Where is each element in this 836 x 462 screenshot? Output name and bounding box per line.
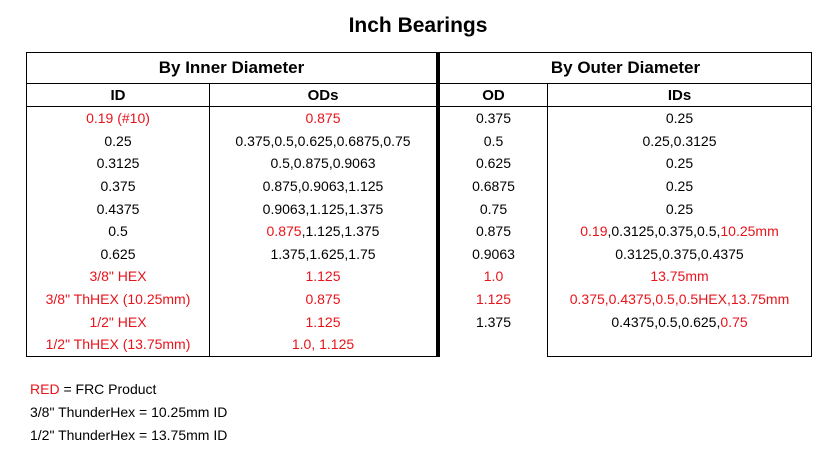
page-title: Inch Bearings	[348, 14, 488, 37]
od-cell: 0.5	[438, 130, 548, 153]
ids-cell-part: 13.75mm	[650, 268, 709, 285]
ids-cell-part: 0.25	[665, 155, 694, 172]
od-cell	[438, 333, 548, 356]
ids-cell	[548, 220, 812, 243]
ods-cell-part: 1.0, 1.125	[291, 336, 355, 353]
bearings-table	[26, 52, 812, 357]
od-cell: 1.0	[438, 265, 548, 288]
ids-cell-part: 0.19	[580, 223, 608, 240]
ids-cell-part: 0.25,0.3125	[642, 132, 717, 149]
ods-cell-part: 0.375,0.5,0.625,0.6875,0.75	[235, 132, 411, 149]
table-row	[27, 288, 812, 311]
ods-column-header: ODs	[210, 84, 439, 107]
id-cell: 0.5	[27, 220, 210, 243]
ids-cell	[548, 107, 812, 130]
ods-cell-part: 0.9063,1.125,1.375	[262, 200, 384, 217]
table-row	[27, 310, 812, 333]
ods-cell-part: ,1.125,1.375	[301, 223, 380, 240]
ods-cell	[210, 107, 439, 130]
table-row	[27, 197, 812, 220]
od-cell: 0.625	[438, 152, 548, 175]
ods-cell-part: 0.875	[305, 110, 341, 127]
ods-cell	[210, 288, 439, 311]
table-row	[27, 152, 812, 175]
od-cell: 0.875	[438, 220, 548, 243]
od-cell: 0.6875	[438, 175, 548, 198]
id-cell: 0.25	[27, 130, 210, 153]
id-cell: 0.375	[27, 175, 210, 198]
ods-cell	[210, 130, 439, 153]
table-row	[27, 107, 812, 130]
ods-cell-part: 0.875,0.9063,1.125	[262, 178, 384, 195]
ods-cell-part: 0.875	[305, 291, 341, 308]
ods-cell-part: 1.125	[305, 268, 341, 285]
ids-cell	[548, 333, 812, 356]
ids-cell	[548, 310, 812, 333]
id-cell: 0.3125	[27, 152, 210, 175]
od-cell: 0.375	[438, 107, 548, 130]
table-row	[27, 175, 812, 198]
table-row	[27, 265, 812, 288]
od-column-header: OD	[438, 84, 548, 107]
id-cell: 0.4375	[27, 197, 210, 220]
od-cell: 0.9063	[438, 243, 548, 266]
ods-cell-part: 1.375,1.625,1.75	[270, 245, 376, 262]
id-cell: 3/8" HEX	[27, 265, 210, 288]
ids-cell-part: 0.3125,0.375,0.4375	[615, 245, 744, 262]
ids-cell	[548, 197, 812, 220]
od-cell: 0.75	[438, 197, 548, 220]
ods-cell	[210, 265, 439, 288]
ids-cell	[548, 265, 812, 288]
ids-cell-part: 0.25	[665, 110, 694, 127]
od-cell: 1.125	[438, 288, 548, 311]
id-cell: 0.19 (#10)	[27, 107, 210, 130]
ods-cell	[210, 220, 439, 243]
ids-cell	[548, 288, 812, 311]
ids-cell-part: 0.75	[720, 313, 748, 330]
thunderhex-38-note: 3/8" ThunderHex = 10.25mm ID	[30, 404, 228, 420]
ids-cell-part: 0.25	[665, 178, 694, 195]
ids-cell-part: 0.4375,0.5,0.625,	[611, 313, 721, 330]
ids-cell	[548, 175, 812, 198]
ods-cell	[210, 310, 439, 333]
id-column-header: ID	[27, 84, 210, 107]
ods-cell-part: 0.875	[266, 223, 302, 240]
ids-cell	[548, 243, 812, 266]
id-cell: 3/8" ThHEX (10.25mm)	[27, 288, 210, 311]
ids-cell-part: 10.25mm	[720, 223, 779, 240]
id-cell: 1/2" ThHEX (13.75mm)	[27, 333, 210, 356]
ids-cell-part: 0.25	[665, 200, 694, 217]
ids-cell	[548, 152, 812, 175]
id-cell: 0.625	[27, 243, 210, 266]
ids-cell-part: 0.375,0.4375,0.5,0.5HEX,13.75mm	[569, 291, 790, 308]
bearings-table-body	[27, 107, 812, 357]
ods-cell	[210, 197, 439, 220]
ids-column-header: IDs	[548, 84, 812, 107]
red-legend-desc: = FRC Product	[59, 381, 157, 397]
outer-diameter-section-header: By Outer Diameter	[438, 53, 812, 84]
red-legend-label: RED	[30, 381, 60, 397]
ods-cell-part: 0.5,0.875,0.9063	[270, 155, 376, 172]
ids-cell	[548, 130, 812, 153]
ids-cell-part: ,0.3125,0.375,0.5,	[607, 223, 721, 240]
table-row	[27, 220, 812, 243]
od-cell: 1.375	[438, 310, 548, 333]
table-row	[27, 243, 812, 266]
ods-cell	[210, 175, 439, 198]
ods-cell	[210, 333, 439, 356]
ods-cell	[210, 243, 439, 266]
table-row	[27, 130, 812, 153]
id-cell: 1/2" HEX	[27, 310, 210, 333]
red-legend-line	[30, 378, 227, 401]
ods-cell	[210, 152, 439, 175]
inner-diameter-section-header: By Inner Diameter	[27, 53, 439, 84]
thunderhex-12-note: 1/2" ThunderHex = 13.75mm ID	[30, 427, 228, 443]
ods-cell-part: 1.125	[305, 313, 341, 330]
legend-notes	[30, 378, 227, 447]
table-row	[27, 333, 812, 356]
